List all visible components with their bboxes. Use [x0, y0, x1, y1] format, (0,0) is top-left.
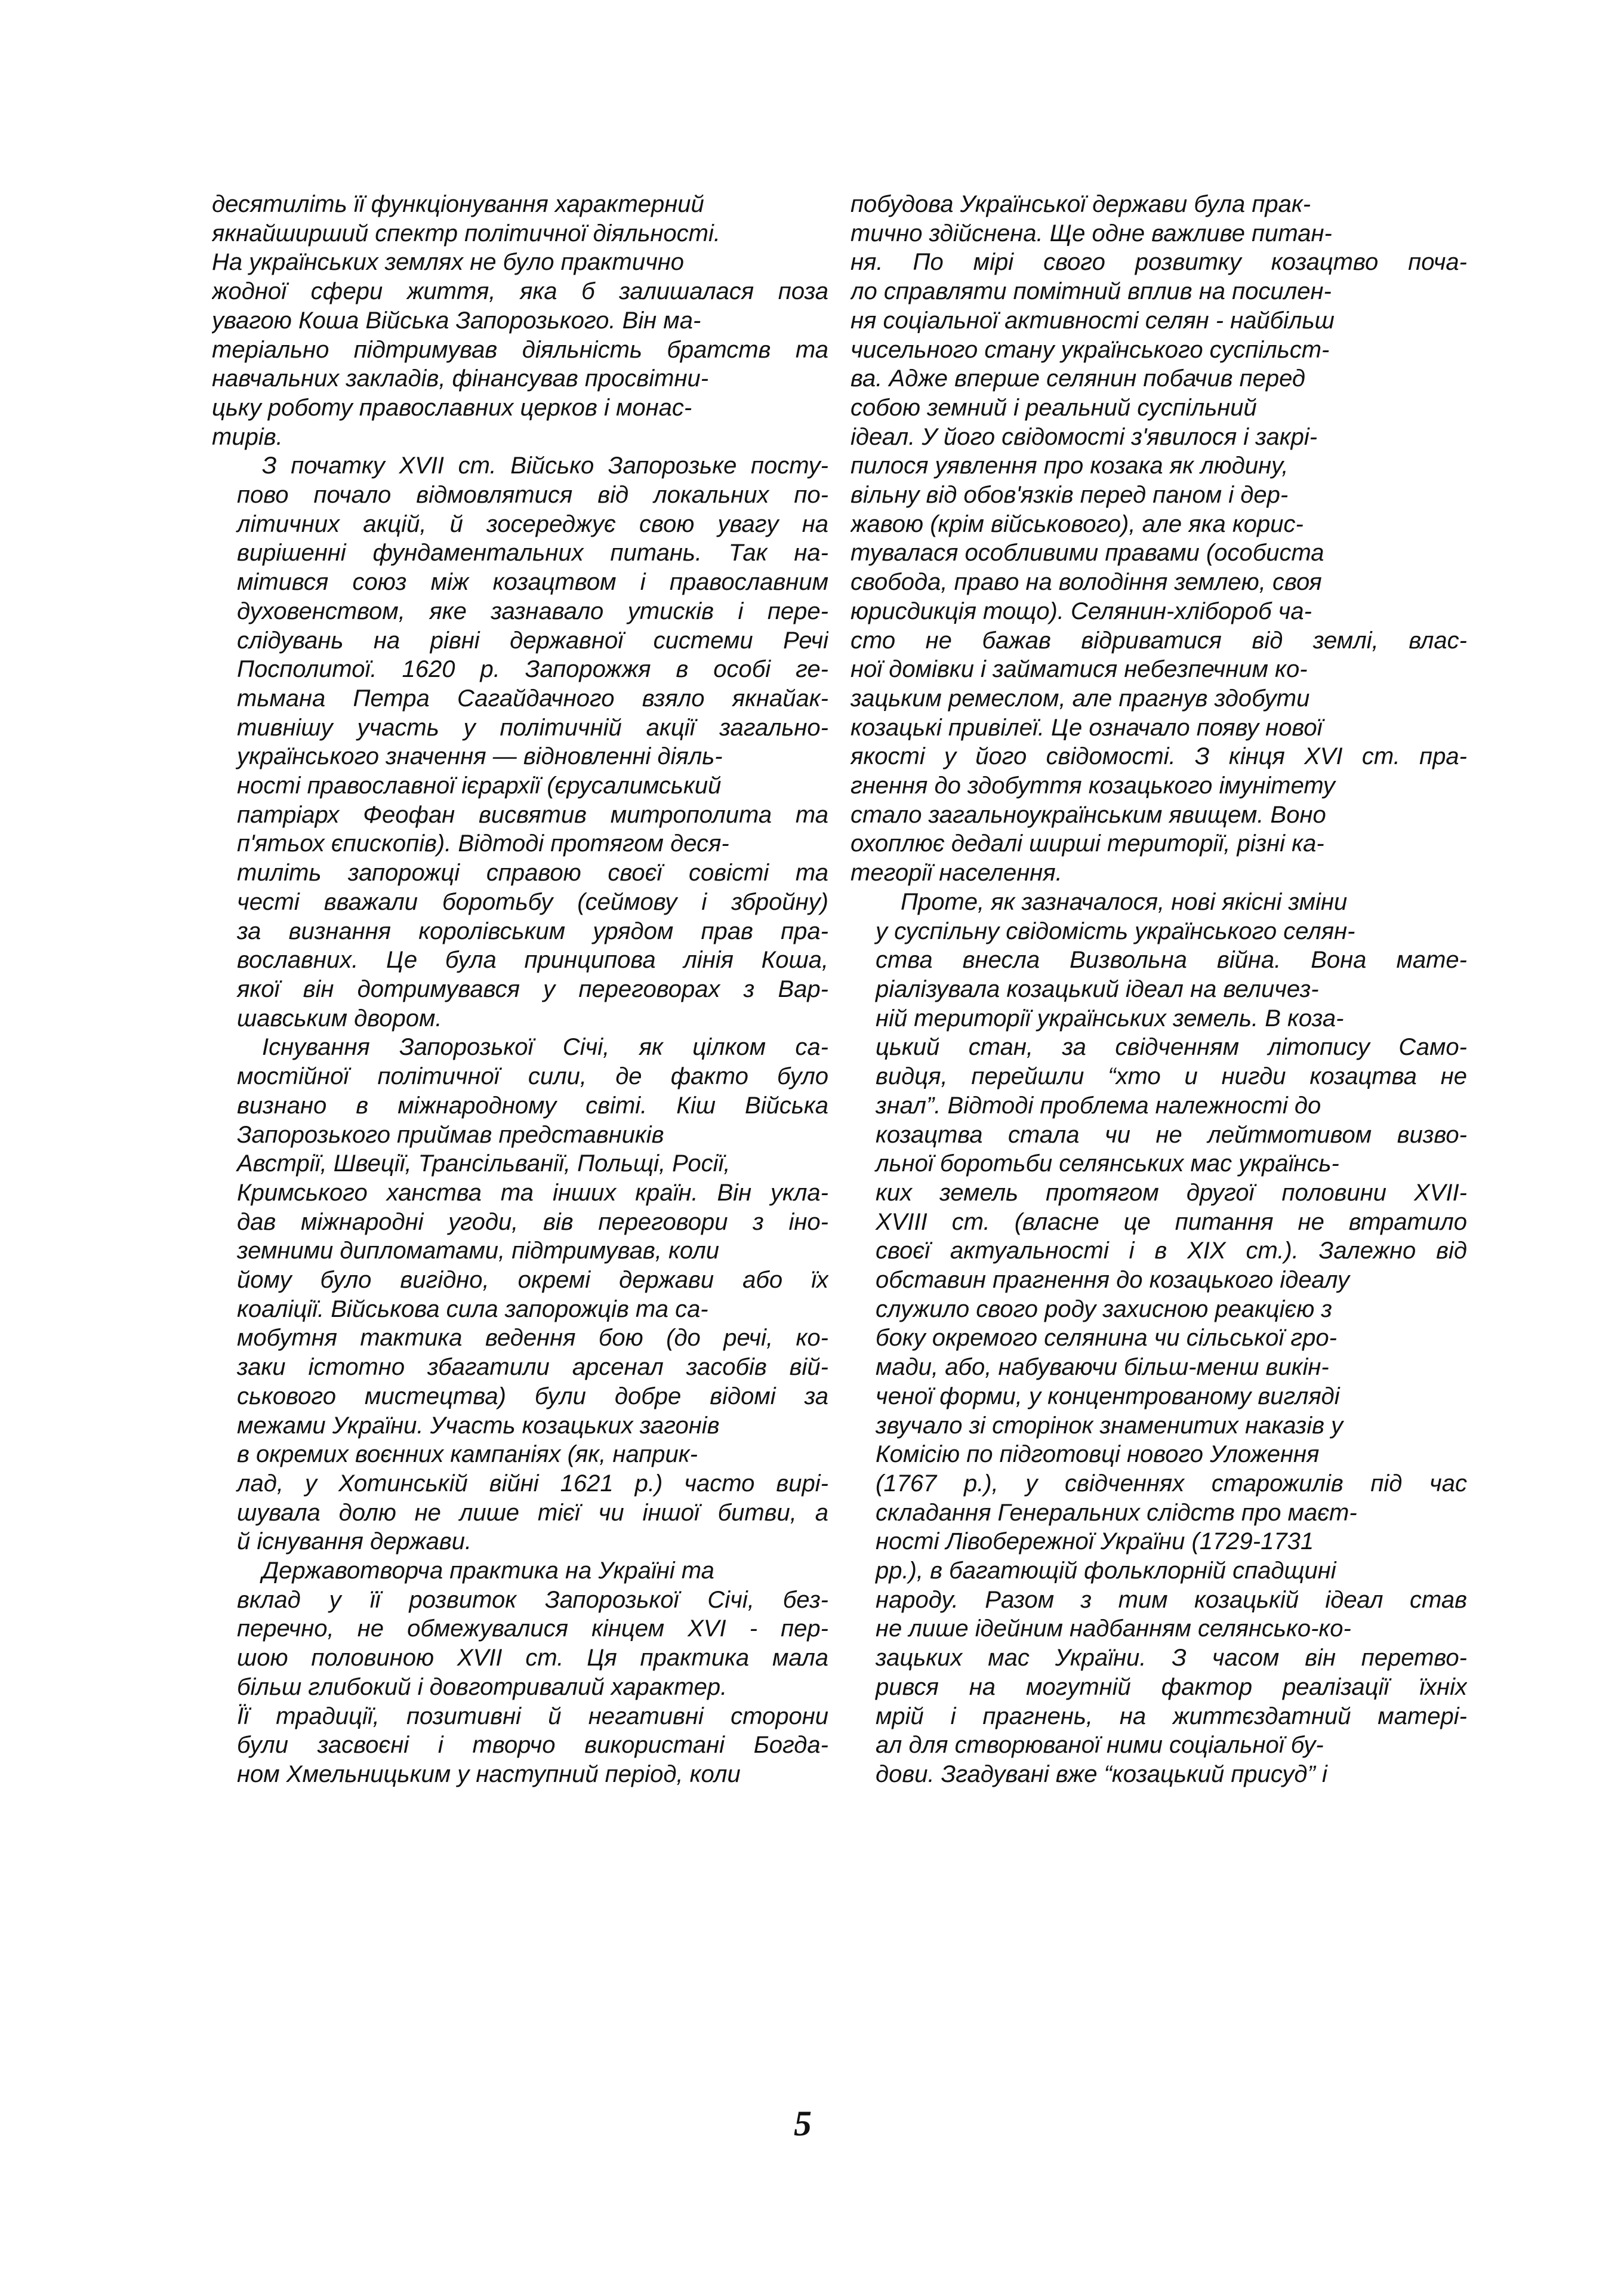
text-line: Проте, як зазначалося, нові якісні зміни	[901, 888, 1348, 915]
text-line: слідувань на рівні державної системи Речі	[237, 627, 828, 654]
text-line: Її традиції, позитивні й негативні сторони	[237, 1703, 828, 1729]
paragraph	[212, 190, 828, 451]
text-line: служило свого роду захисною реакцією з	[876, 1295, 1333, 1322]
text-line: тиліть запорожці справою своєї совісті та	[237, 860, 828, 887]
text-line: (1767 р.), у свідченнях старожилів під час	[876, 1470, 1467, 1497]
text-line: жодної сфери життя, яка б залишалася поза	[212, 278, 828, 305]
paragraph	[212, 1033, 828, 1556]
paragraph	[850, 888, 1467, 1789]
text-line: п'ятьох єпископів). Відтоді протягом деся-	[237, 830, 729, 857]
text-line: духовенством, яке зазнавало утисків і пере-	[237, 598, 828, 624]
text-line: літичних акцій, й зосереджує свою увагу на	[237, 510, 828, 537]
text-line: зацьких мас України. З часом він перетво-	[876, 1645, 1467, 1672]
text-line: не лише ідейним надбанням селянсько-ко-	[876, 1615, 1351, 1642]
text-line: ном Хмельницьким у наступний період, коли	[237, 1760, 741, 1787]
text-line: пилося уявлення про козака як людину,	[850, 453, 1289, 479]
text-line: коаліції. Військова сила запорожців та са-	[237, 1295, 708, 1322]
text-line: тивнішу участь у політичній акції загально-	[237, 714, 828, 741]
text-line: були засвоєні і творчо використані Богда-	[237, 1732, 828, 1759]
text-line: честі вважали боротьбу (сеймову і збройну)	[237, 888, 828, 915]
text-line: тьмана Петра Сагайдачного взяло якнайак-	[237, 685, 828, 712]
text-line: увагою Коша Війська Запорозького. Він ма-	[212, 307, 701, 334]
text-line: за визнання королівським урядом прав пра-	[237, 918, 828, 944]
text-line: межами України. Участь козацьких загонів	[237, 1412, 720, 1439]
text-line: Австрії, Швеції, Трансільванії, Польщі, Росії,	[237, 1150, 731, 1177]
text-line: мрій і прагнень, на життєздатний матері-	[876, 1703, 1467, 1729]
text-line: Комісію по підготовці нового Уложення	[876, 1441, 1320, 1468]
text-line: у суспільну свідомість українського селян-	[876, 918, 1355, 944]
text-line: десятиліть її функціонування характерний	[212, 191, 704, 217]
text-line: козацтва стала чи не лейтмотивом визво-	[876, 1121, 1467, 1148]
text-line: теріально підтримував діяльність братств та	[212, 336, 828, 363]
text-line: рився на могутній фактор реалізації їхніх	[876, 1673, 1467, 1700]
text-line: Посполитої. 1620 р. Запорожжя в особі ге-	[237, 656, 828, 683]
text-line: сто не бажав відриватися від землі, влас-	[850, 627, 1467, 654]
text-line: юрисдикція тощо). Селянин-хлібороб ча-	[850, 598, 1312, 624]
text-line: боку окремого селянина чи сільської гро-	[876, 1325, 1337, 1352]
text-line: мостійної політичної сили, де факто було	[237, 1063, 828, 1090]
text-line: козацькі привілеї. Це означало появу нової	[850, 714, 1323, 741]
text-line: цький стан, за свідченням літопису Само-	[876, 1034, 1467, 1061]
text-line: визнано в міжнародному світі. Кіш Війська	[237, 1092, 828, 1119]
text-line: більш глибокий і довготривалий характер.	[237, 1673, 728, 1700]
text-line: шою половиною XVII ст. Ця практика мала	[237, 1645, 828, 1672]
text-line: мади, або, набуваючи більш-менш викін-	[876, 1354, 1329, 1381]
text-line: ідеал. У його свідомості з'явилося і закрі-	[850, 423, 1318, 450]
text-line: тично здійснена. Ще одне важливе питан-	[850, 220, 1332, 247]
text-line: мобутня тактика ведення бою (до речі, ко-	[237, 1325, 828, 1352]
paragraph	[212, 451, 828, 1033]
text-line: свобода, право на володіння землею, своя	[850, 569, 1322, 596]
paragraph	[850, 190, 1467, 888]
text-line: чисельного стану українського суспільст-	[850, 336, 1330, 363]
text-line: народу. Разом з тим козацькій ідеал став	[876, 1586, 1467, 1613]
text-line: льної боротьби селянських мас українсь-	[876, 1150, 1339, 1177]
text-line: охоплює дедалі ширші території, різні ка-	[850, 830, 1324, 857]
left-column	[212, 190, 828, 1789]
text-line: ства внесла Визвольна війна. Вона мате-	[876, 947, 1467, 974]
text-line: знал”. Відтоді проблема належності до	[876, 1092, 1321, 1119]
text-line: дови. Згадувані вже “козацький присуд” і	[876, 1760, 1327, 1787]
text-line: стало загальноукраїнським явищем. Воно	[850, 801, 1326, 828]
text-line: дав міжнародні угоди, вів переговори з іно-	[237, 1208, 828, 1235]
text-line: жавою (крім військового), але яка корис-	[850, 510, 1303, 537]
text-line: гнення до здобуття козацького імунітету	[850, 772, 1335, 799]
text-line: ал для створюваної ними соціальної бу-	[876, 1732, 1324, 1759]
text-line: вирішенні фундаментальних питань. Так на-	[237, 540, 828, 567]
text-line: заки істотно збагатили арсенал засобів вій-	[237, 1354, 828, 1381]
text-line: навчальних закладів, фінансував просвітни-	[212, 365, 709, 392]
text-line: перечно, не обмежувалися кінцем XVI - пер-	[237, 1615, 828, 1642]
text-line: ськового мистецтва) були добре відомі за	[237, 1383, 828, 1409]
text-line: якої він дотримувався у переговорах з Вар-	[237, 975, 828, 1002]
right-column	[850, 190, 1467, 1789]
text-line: ності Лівобережної України (1729-1731	[876, 1528, 1314, 1555]
text-line: патріарх Феофан висвятив митрополита та	[237, 801, 828, 828]
text-line: З початку XVII ст. Військо Запорозьке посту-	[262, 453, 828, 479]
text-line: українського значення — відновленні діяль-	[237, 743, 723, 770]
text-line: вославних. Це була принципова лінія Коша,	[237, 947, 828, 974]
page-number: 5	[794, 2104, 812, 2143]
text-line: ких земель протягом другої половини XVII-	[876, 1179, 1467, 1206]
text-line: рр.), в багатющій фольклорній спадщині	[876, 1558, 1336, 1584]
text-line: видця, перейшли “хто и нигди козацтва не	[876, 1063, 1467, 1090]
text-line: Кримського ханства та інших країн. Він укла-	[237, 1179, 828, 1206]
text-line: ня. По мірі свого розвитку козацтво поча-	[850, 249, 1467, 276]
text-line: Запорозького приймав представників	[237, 1121, 664, 1148]
text-line: шавським двором.	[237, 1005, 442, 1032]
text-line: ної домівки і займатися небезпечним ко-	[850, 656, 1308, 683]
text-line: зацьким ремеслом, але прагнув здобути	[850, 685, 1310, 712]
text-line: ва. Адже вперше селянин побачив перед	[850, 365, 1305, 392]
text-line: звучало зі сторінок знаменитих наказів у	[876, 1412, 1343, 1439]
text-line: собою земний і реальний суспільний	[850, 394, 1257, 421]
text-line: ності православної ієрархії (єрусалимський	[237, 772, 722, 799]
text-line: ченої форми, у концентрованому вигляді	[876, 1383, 1340, 1409]
text-line: ня соціальної активності селян - найбільш	[850, 307, 1335, 334]
text-line: ріалізувала козацький ідеал на величез-	[876, 975, 1319, 1002]
text-line: ній території українських земель. В коза-	[876, 1005, 1344, 1032]
text-line: вільну від обов'язків перед паном і дер-	[850, 482, 1289, 509]
text-line: побудова Української держави була прак-	[850, 191, 1311, 217]
text-line: тирів.	[212, 423, 283, 450]
text-line: якості у його свідомості. З кінця XVI ст. пра-	[850, 743, 1467, 770]
text-line: складання Генеральних слідств про маєт-	[876, 1499, 1357, 1526]
text-line: вклад у її розвиток Запорозької Січі, без-	[237, 1586, 828, 1613]
text-line: в окремих воєнних кампаніях (як, наприк-	[237, 1441, 698, 1468]
text-line: мітився союз між козацтвом і православним	[237, 569, 828, 596]
text-line: пово почало відмовлятися від локальних по-	[237, 482, 828, 509]
text-line: Існування Запорозької Січі, як цілком са-	[262, 1034, 828, 1061]
text-line: На українських землях не було практично	[212, 249, 685, 276]
text-line: шувала долю не лише тієї чи іншої битви, а	[237, 1499, 828, 1526]
text-line: йому було вигідно, окремі держави або їх	[237, 1267, 828, 1294]
text-line: цьку роботу православних церков і монас-	[212, 394, 692, 421]
text-line: й існування держави.	[237, 1528, 472, 1555]
text-line: земними дипломатами, підтримував, коли	[237, 1238, 720, 1264]
text-line: ло справляти помітний вплив на посилен-	[850, 278, 1332, 305]
text-line: своєї актуальності і в XIX ст.). Залежно від	[876, 1238, 1467, 1264]
text-line: якнайширший спектр політичної діяльності.	[212, 220, 720, 247]
paragraph	[212, 1556, 828, 1789]
text-line: обставин прагнення до козацького ідеалу	[876, 1267, 1350, 1294]
text-line: тувалася особливими правами (особиста	[850, 540, 1324, 567]
text-line: тегорії населення.	[850, 860, 1062, 887]
text-line: лад, у Хотинській війні 1621 р.) часто вирі-	[237, 1470, 828, 1497]
text-line: XVIII ст. (власне це питання не втратило	[876, 1208, 1467, 1235]
text-line: Державотворча практика на Україні та	[262, 1558, 714, 1584]
